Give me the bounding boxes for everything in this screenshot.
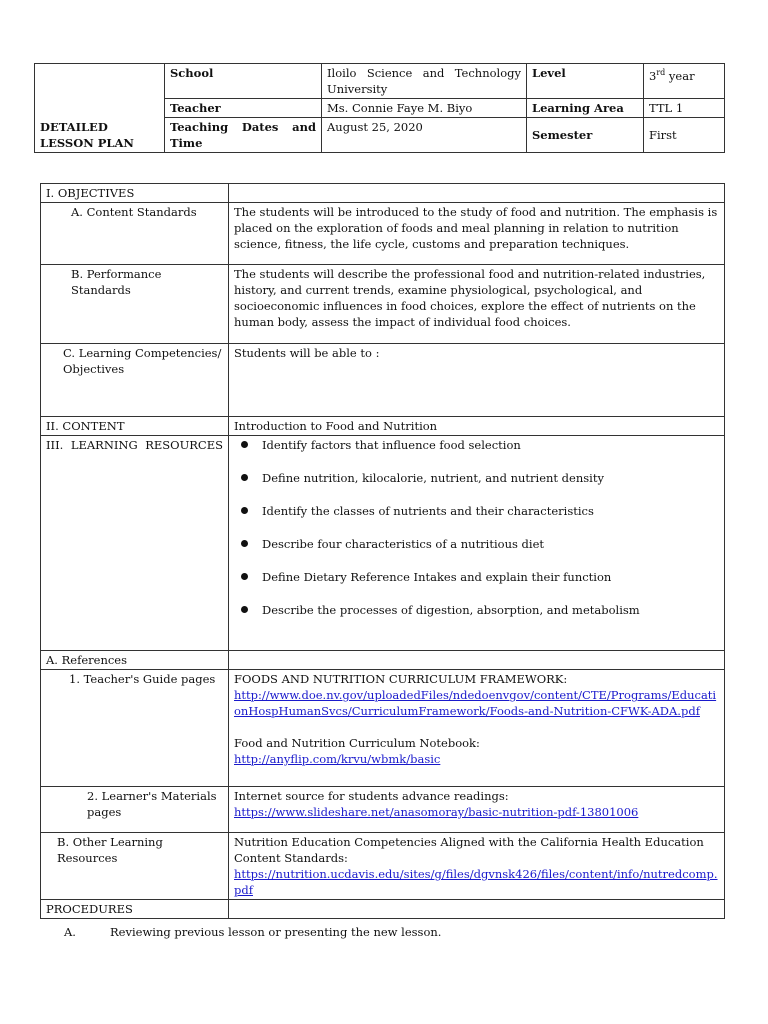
procedure-step (64, 925, 441, 939)
content-value: Introduction to Food and Nutrition (229, 417, 725, 436)
lm-link[interactable]: https://www.slideshare.net/anasomoray/basic-nutrition-pdf-13801006 (234, 805, 639, 819)
school-label: School (165, 64, 322, 99)
area-value: TTL 1 (644, 99, 725, 118)
teacher-value: Ms. Connie Faye M. Biyo (322, 99, 527, 118)
procedures-label: PROCEDURES (41, 900, 229, 919)
competencies: Students will be able to : (229, 344, 725, 417)
teachers-guide-label: 1. Teacher's Guide pages (41, 670, 229, 787)
level-label: Level (527, 64, 644, 99)
content-label: II. CONTENT (41, 417, 229, 436)
objectives-heading: I. OBJECTIVES (41, 184, 229, 203)
learners-materials (229, 787, 725, 833)
dates-value: August 25, 2020 (322, 118, 527, 153)
tg-title-2: Food and Nutrition Curriculum Notebook: (234, 736, 480, 750)
list-item: Describe the processes of digestion, absorption, and metabolism (234, 602, 719, 635)
teachers-guide (229, 670, 725, 787)
learners-materials-label: 2. Learner's Materials pages (41, 787, 229, 833)
performance-standards-label: B. Performance Standards (41, 265, 229, 344)
document-title: DETAILED LESSON PLAN (35, 64, 165, 153)
other-title: Nutrition Education Competencies Aligned with the California Health Education Content Standards: (234, 835, 704, 865)
other-resources (229, 833, 725, 900)
semester-label: Semester (527, 118, 644, 153)
competencies-label: C. Learning Competencies/ Objectives (41, 344, 229, 417)
content-standards: The students will be introduced to the study of food and nutrition. The emphasis is placed on the exploration of foods and meal planning in relation to nutrition science, fitness, the life cycle, customs and preparation techniques. (229, 203, 725, 265)
references-label: A. References (41, 651, 229, 670)
list-item: Describe four characteristics of a nutritious diet (234, 536, 719, 569)
lm-title: Internet source for students advance readings: (234, 789, 509, 803)
step-text: Reviewing previous lesson or presenting the new lesson. (110, 925, 442, 939)
area-label: Learning Area (527, 99, 644, 118)
teacher-label: Teacher (165, 99, 322, 118)
level-value: 3rd year (644, 64, 725, 99)
list-item: Define nutrition, kilocalorie, nutrient, and nutrient density (234, 470, 719, 503)
tg-title-1: FOODS AND NUTRITION CURRICULUM FRAMEWORK: (234, 672, 568, 686)
list-item: Identify the classes of nutrients and their characteristics (234, 503, 719, 536)
list-item: Define Dietary Reference Intakes and explain their function (234, 569, 719, 602)
tg-link-1[interactable]: http://www.doe.nv.gov/uploadedFiles/ndedoenvgov/content/CTE/Programs/EducationHospHumanSvcs/CurriculumFramework/Foods-and-Nutrition-CFWK-ADA.pdf (234, 688, 717, 718)
performance-standards: The students will describe the professional food and nutrition-related industries, history, and current trends, examine physiological, psychological, and socioeconomic influences in food choices, explore the effect of nutrients on the human body, assess the impact of individual food choices. (229, 265, 725, 344)
dates-label: Teaching Dates and Time (165, 118, 322, 153)
other-resources-label: B. Other Learning Resources (41, 833, 229, 900)
resources-label: III. LEARNING RESOURCES (41, 436, 229, 651)
other-link[interactable]: https://nutrition.ucdavis.edu/sites/g/files/dgvnsk426/files/content/info/nutredcomp.pdf (234, 867, 718, 897)
lesson-plan-table (40, 183, 725, 919)
header-table (34, 63, 725, 153)
school-value: Iloilo Science and Technology University (322, 64, 527, 99)
objective-list (229, 436, 725, 651)
step-letter: A. (64, 925, 76, 939)
tg-link-2[interactable]: http://anyflip.com/krvu/wbmk/basic (234, 752, 441, 766)
list-item: Identify factors that influence food selection (234, 437, 719, 470)
content-standards-label: A. Content Standards (41, 203, 229, 265)
semester-value: First (644, 118, 725, 153)
